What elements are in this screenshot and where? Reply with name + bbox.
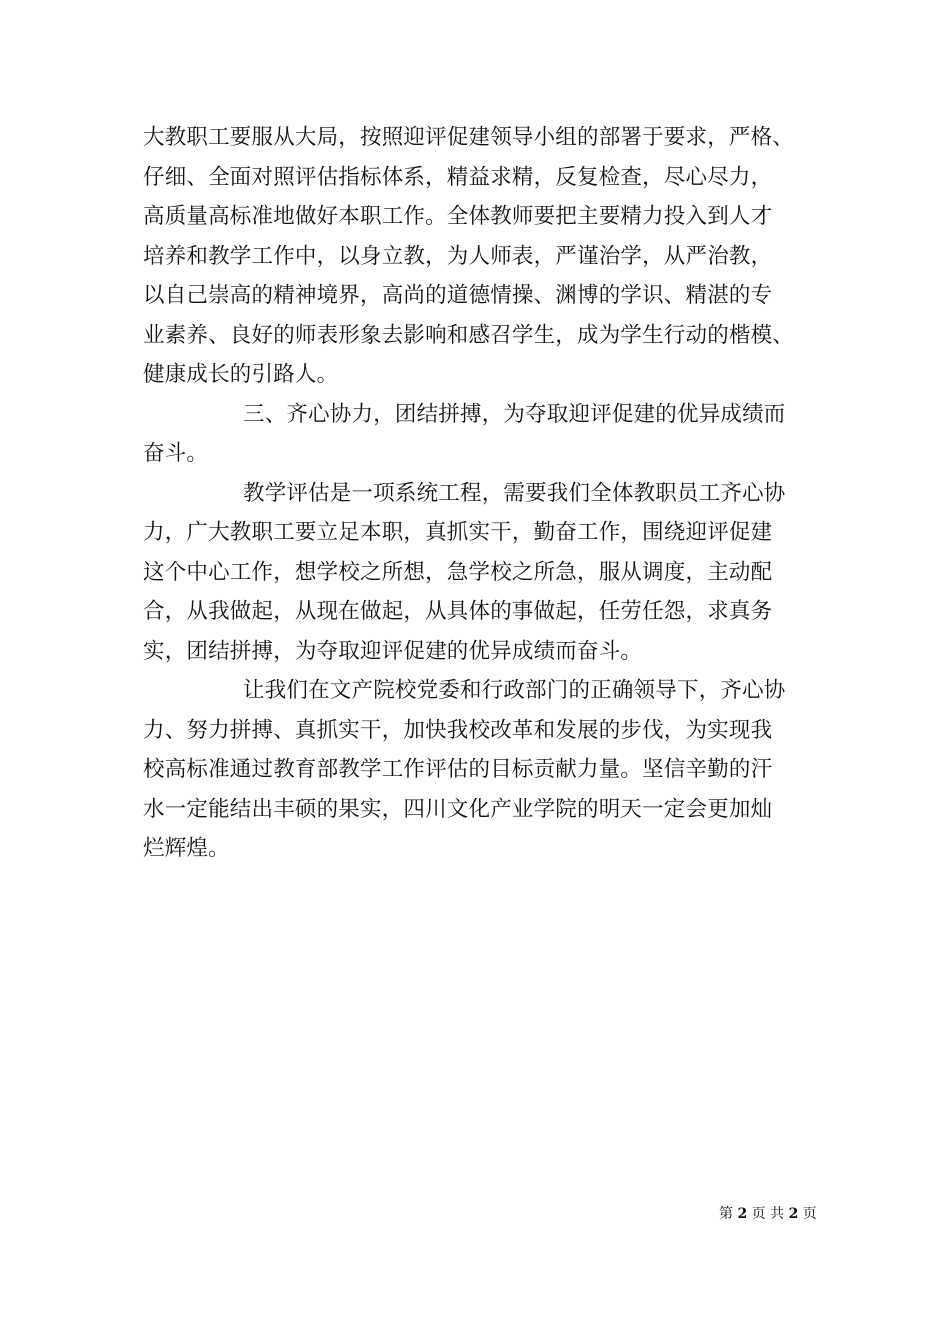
text-line: 实，团结拼搏，为夺取迎评促建的优异成绩而奋斗。 [143,638,643,664]
document-body [143,118,843,869]
section-heading-continued: 奋斗。 [143,441,209,466]
text-line: 这个中心工作，想学校之所想，急学校之所急，服从调度，主动配 [143,559,773,585]
text-line: 烂辉煌。 [143,836,230,861]
footer-suffix: 页 [802,1206,817,1222]
text-line: 以自己崇高的精神境界，高尚的道德情操、渊博的学识、精湛的专 [143,283,773,308]
text-line: 仔细、全面对照评估指标体系，精益求精，反复检查，尽心尽力， [143,164,773,190]
footer-middle: 页 共 [751,1206,785,1222]
footer-prefix: 第 [719,1206,733,1222]
text-line: 培养和教学工作中，以身立教，为人师表，严谨治学，从严治教， [143,243,773,269]
text-line: 业素养、良好的师表形象去影响和感召学生，成为学生行动的楷模、 [143,322,795,348]
total-page-count: 2 [788,1206,799,1222]
paragraph-start: 教学评估是一项系统工程，需要我们全体教职员工齐心协 [243,480,786,506]
paragraph-start: 让我们在文产院校党委和行政部门的正确领导下，齐心协 [243,678,786,703]
text-line: 高质量高标准地做好本职工作。全体教师要把主要精力投入到人才 [143,204,773,229]
page-number-footer [719,1204,817,1224]
text-line: 力，广大教职工要立足本职，真抓实干，勤奋工作，围绕迎评促建 [143,520,773,545]
text-line: 力、努力拼搏、真抓实干，加快我校改革和发展的步伐，为实现我 [143,717,773,743]
text-line: 大教职工要服从大局，按照迎评促建领导小组的部署于要求，严格、 [143,125,795,150]
text-line: 校高标准通过教育部教学工作评估的目标贡献力量。坚信辛勤的汗 [143,757,773,782]
text-line: 水一定能结出丰硕的果实，四川文化产业学院的明天一定会更加灿 [143,796,773,822]
current-page-number: 2 [737,1206,748,1222]
text-line: 合，从我做起，从现在做起，从具体的事做起，任劳任怨，求真务 [143,599,773,624]
text-line: 健康成长的引路人。 [143,362,339,387]
section-heading: 三、齐心协力，团结拼搏，为夺取迎评促建的优异成绩而 [243,401,786,427]
